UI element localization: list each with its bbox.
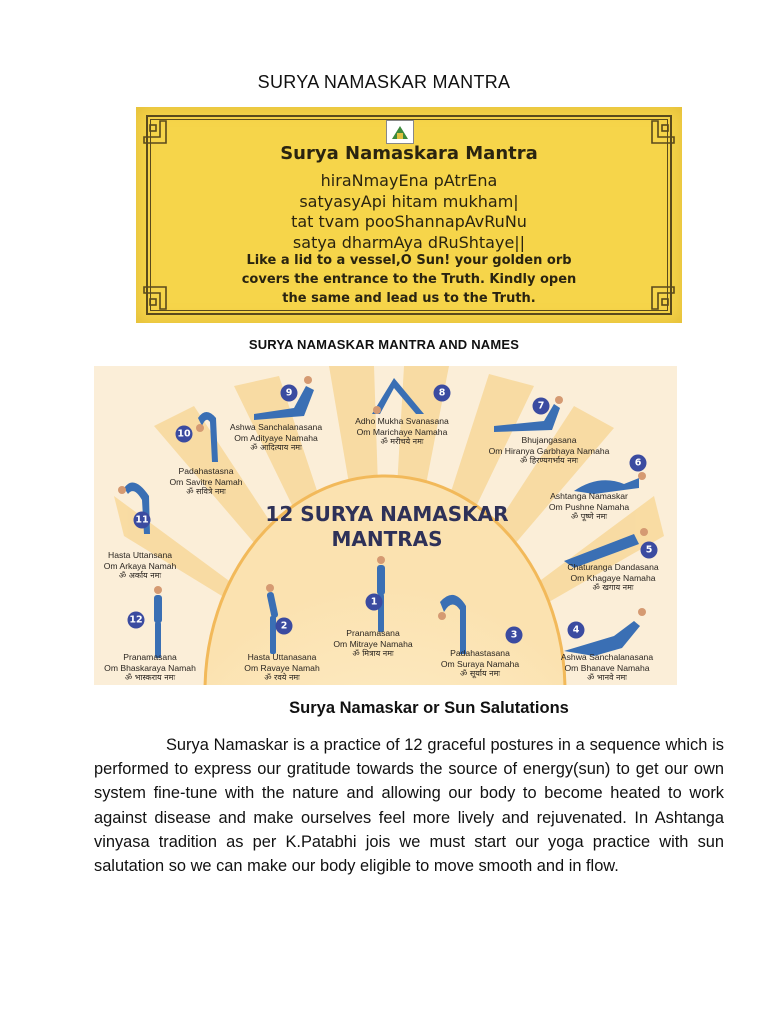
step-badge-11: 11 bbox=[134, 512, 151, 529]
mantra-name: Om Hiranya Garbhaya Namaha bbox=[488, 445, 610, 456]
step-badge-3: 3 bbox=[506, 627, 523, 644]
step-badge-12: 12 bbox=[128, 612, 145, 629]
step-badge-6: 6 bbox=[630, 455, 647, 472]
mantra-verse bbox=[136, 171, 682, 253]
logo-icon bbox=[386, 120, 414, 144]
pose-label-9 bbox=[230, 422, 322, 454]
mantra-card bbox=[136, 107, 682, 323]
step-badge-8: 8 bbox=[434, 385, 451, 402]
pose-label-3 bbox=[441, 648, 519, 680]
mantra-name: Om Savitre Namah bbox=[169, 476, 243, 487]
mantra-name: Om Bhaskaraya Namah bbox=[104, 662, 196, 673]
asana-name: Padahastasna bbox=[178, 466, 234, 476]
mantra-line: hiraNmayEna pAtrEna bbox=[320, 171, 498, 190]
asana-name: Ashwa Sanchalanasana bbox=[229, 422, 323, 432]
mantra-translation bbox=[136, 251, 682, 308]
step-badge-9: 9 bbox=[281, 385, 298, 402]
mantra-line: satya dharmAya dRuShtaye|| bbox=[292, 232, 526, 252]
asana-name: Chaturanga Dandasana bbox=[567, 562, 659, 572]
mantra-hindi: ॐ आदित्याय नमः bbox=[250, 443, 302, 452]
mantra-hindi: ॐ भास्कराय नमः bbox=[124, 673, 176, 682]
asana-name: Ashtanga Namaskar bbox=[550, 491, 628, 501]
pose-label-11 bbox=[104, 550, 177, 582]
asana-name: Ashwa Sanchalanasana bbox=[560, 652, 654, 662]
mantra-name: Om Mitraye Namaha bbox=[333, 638, 413, 649]
pose-label-6 bbox=[549, 491, 629, 523]
translation-line: Like a lid to a vessel,O Sun! your golden orb bbox=[246, 253, 572, 268]
pose-label-2 bbox=[244, 652, 319, 684]
mantra-name: Om Marichaye Namaha bbox=[356, 426, 448, 437]
step-badge-4: 4 bbox=[568, 622, 585, 639]
mantra-name: Om Adityaye Namaha bbox=[234, 432, 318, 443]
infographic-title bbox=[244, 502, 530, 552]
infographic-title-line: MANTRAS bbox=[331, 527, 443, 551]
mantra-hindi: ॐ सूर्याय नमः bbox=[460, 669, 500, 678]
mantra-hindi: ॐ खगाय नमः bbox=[592, 583, 634, 592]
body-paragraph: Surya Namaskar is a practice of 12 graceful postures in a sequence which is performed to express our gratitude towards the source of energy(sun) to get our own system fine-tune with the nature and allowing our body to become heated to work against disease and make ourselves feel more lively and rejuvenated. In Ashtanga vinyasa tradition as per K.Patabhi jois we must start our yoga practice with sun salutation so we can make our body eligible to move smooth and in flow. bbox=[94, 736, 724, 876]
mantra-hindi: ॐ हिरण्यगर्भाय नमः bbox=[519, 456, 579, 465]
mantra-name: Om Bhanave Namaha bbox=[564, 662, 650, 673]
mantra-name: Om Khagaye Namaha bbox=[570, 572, 656, 583]
pose-label-5 bbox=[567, 562, 658, 594]
pose-label-4 bbox=[561, 652, 653, 684]
mantra-name: Om Suraya Namaha bbox=[440, 658, 520, 669]
infographic-title-line: 12 SURYA NAMASKAR bbox=[265, 502, 509, 526]
pose-label-8 bbox=[355, 416, 449, 448]
pose-label-1 bbox=[333, 628, 412, 660]
asana-name: Padahastasana bbox=[450, 648, 510, 658]
mantra-hindi: ॐ भानवे नमः bbox=[587, 673, 627, 682]
translation-line: the same and lead us to the Truth. bbox=[282, 291, 536, 306]
step-badge-2: 2 bbox=[276, 618, 293, 635]
section-title: Surya Namaskar or Sun Salutations bbox=[289, 699, 569, 717]
step-badge-1: 1 bbox=[366, 594, 383, 611]
asana-name: Hasta Uttanasana bbox=[247, 652, 317, 662]
mantra-name: Om Ravaye Namah bbox=[244, 662, 320, 673]
mantra-hindi: ॐ मरीचये नमः bbox=[380, 437, 424, 446]
poses-infographic bbox=[94, 366, 677, 685]
mantra-heading: Surya Namaskara Mantra bbox=[280, 143, 538, 164]
mantra-line: tat tvam pooShannapAvRuNu bbox=[291, 212, 527, 231]
step-badge-5: 5 bbox=[641, 542, 658, 559]
mantra-name: Om Arkaya Namah bbox=[103, 560, 177, 571]
step-badge-10: 10 bbox=[176, 426, 193, 443]
page-title: SURYA NAMASKAR MANTRA bbox=[257, 72, 511, 92]
asana-name: Hasta Uttansana bbox=[107, 550, 172, 560]
asana-name: Pranamasana bbox=[346, 628, 400, 638]
asana-name: Bhujangasana bbox=[521, 435, 577, 445]
translation-line: covers the entrance to the Truth. Kindly open bbox=[241, 272, 577, 287]
pose-label-12 bbox=[104, 652, 196, 684]
pose-label-10 bbox=[169, 466, 242, 498]
mantra-hindi: ॐ रवये नमः bbox=[264, 673, 300, 682]
mantra-hindi: ॐ अर्काय नमः bbox=[118, 571, 162, 580]
mantra-hindi: ॐ पूष्णे नमः bbox=[570, 512, 608, 521]
mantra-name: Om Pushne Namaha bbox=[548, 501, 630, 512]
pose-figure-12 bbox=[154, 586, 162, 658]
step-badge-7: 7 bbox=[533, 398, 550, 415]
asana-name: Pranamasana bbox=[123, 652, 177, 662]
section-subheading: SURYA NAMASKAR MANTRA AND NAMES bbox=[248, 337, 520, 352]
mantra-line: satyasyApi hitam mukham| bbox=[299, 191, 519, 211]
asana-name: Adho Mukha Svanasana bbox=[355, 416, 449, 426]
mantra-hindi: ॐ मित्राय नमः bbox=[352, 649, 394, 658]
mantra-hindi: ॐ सवित्रे नमः bbox=[186, 487, 226, 496]
pose-label-7 bbox=[489, 435, 610, 467]
